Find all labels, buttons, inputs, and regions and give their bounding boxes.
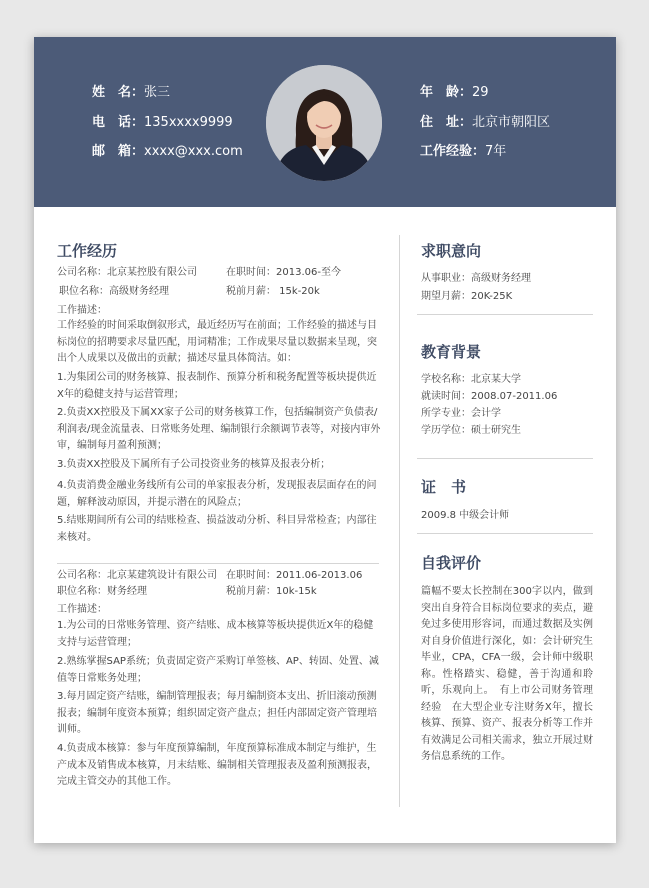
name-label: 姓 名： (92, 85, 145, 100)
email-value: xxxx@xxx.com (144, 144, 243, 159)
intent-salary: 期望月薪：20K-25K (421, 291, 513, 302)
education-period: 就读时间：2008.07-2011.06 (421, 391, 558, 402)
resume-page (34, 37, 616, 843)
education-degree: 学历学位：硕士研究生 (421, 425, 521, 436)
address-value: 北京市朝阳区 (472, 115, 551, 130)
job2-position: 职位名称：财务经理 (57, 586, 147, 597)
job1-position: 职位名称：高级财务经理 (59, 286, 169, 297)
column-divider (399, 235, 400, 807)
phone-row (92, 115, 233, 131)
resume-header (34, 37, 616, 207)
email-row (92, 144, 243, 160)
self-evaluation-text: 篇幅不要太长控制在300字以内，做到突出自身符合目标岗位要求的卖点，避免过多使用形容词，而通过数据及实例对自身价值进行深化，如：会计研究生毕业，CPA，CFA一级，会计师中级职称。性格踏实、稳健，善于沟通和聆听，乐观向上。 有上市公司财务管理经验 在大型企业专注财务X年，擅长核算、预算、资产、报表分析等工作并有效满足公司相关需求，独立开展过财务信息系统的工作。 (421, 586, 593, 762)
job-divider (57, 563, 379, 564)
job1-company: 公司名称：北京某控股有限公司 (57, 267, 197, 278)
education-major: 所学专业：会计学 (421, 408, 501, 419)
job1-item: 2.负责XX控股及下属XX家子公司的财务核算工作，包括编制资产负债表/利润表/现金流量表、日常账务处理、编制银行余额调节表等，对接内审外审，编制每月盈利预测； (57, 407, 381, 451)
section-divider (417, 458, 593, 459)
email-label: 邮 箱： (92, 144, 145, 159)
profile-photo (266, 65, 382, 181)
age-label: 年 龄： (420, 85, 473, 100)
phone-value: 135xxxx9999 (144, 115, 233, 130)
job2-item: 1.为公司的日常账务管理、资产结账、成本核算等板块提供近X年的稳健支持与运营管理； (57, 620, 374, 648)
experience-row (420, 144, 506, 160)
age-row (420, 85, 489, 101)
name-value: 张三 (144, 85, 171, 100)
section-divider (417, 533, 593, 534)
age-value: 29 (472, 85, 489, 100)
job2-item: 4.负责成本核算：参与年度预算编制，年度预算标准成本制定与维护，生产成本及销售成本核算，月末结账、编制相关管理报表及盈利预测报表，完成主管交办的其他工作。 (57, 743, 377, 787)
experience-label: 工作经验： (420, 144, 486, 159)
address-label: 住 址： (420, 115, 473, 130)
job2-desc-label: 工作描述： (57, 604, 107, 615)
education-school: 学校名称：北京某大学 (421, 374, 521, 385)
job1-period: 在职时间：2013.06-至今 (226, 267, 341, 278)
work-section-title: 工作经历 (57, 242, 118, 260)
job1-desc-intro: 工作经验的时间采取倒叙形式，最近经历写在前面；工作经验的描述与目标岗位的招聘要求尽量匹配，用词精准；工作成果尽量以数据来呈现，突出个人成果以及做出的贡献；描述尽量具体简洁。如： (57, 320, 377, 364)
intent-industry: 从事职业：高级财务经理 (421, 273, 531, 284)
job1-salary: 税前月薪： 15k-20k (226, 286, 320, 297)
job1-desc-label: 工作描述： (57, 305, 107, 316)
job1-item: 1.为集团公司的财务核算、报表制作、预算分析和税务配置等板块提供近X年的稳健支持与运营管理； (57, 372, 377, 400)
phone-label: 电 话： (92, 115, 145, 130)
name-row (92, 85, 170, 101)
intent-section-title: 求职意向 (421, 242, 482, 260)
job2-company: 公司名称：北京某建筑设计有限公司 (57, 570, 217, 581)
education-section-title: 教育背景 (421, 343, 482, 361)
job2-salary: 税前月薪：10k-15k (226, 586, 317, 597)
job2-item: 3.每月固定资产结账，编制管理报表；每月编制资本支出、折旧滚动预测报表；编制年度资本预算；组织固定资产盘点；担任内部固定资产管理培训师。 (57, 691, 377, 735)
section-divider (417, 314, 593, 315)
job2-period: 在职时间：2011.06-2013.06 (226, 570, 363, 581)
experience-value: 7年 (485, 144, 507, 159)
self-section-title: 自我评价 (421, 554, 482, 572)
job1-item: 4.负责消费金融业务线所有公司的单家报表分析，发现报表层面存在的问题，解释波动原因，并提示潜在的风险点； (57, 480, 377, 508)
job1-item: 5.结账期间所有公司的结账检查、损益波动分析、科目异常检查；内部往来核对。 (57, 515, 377, 543)
certificate-section-title: 证 书 (421, 478, 467, 496)
certificate-item: 2009.8 中级会计师 (421, 510, 510, 521)
job1-item: 3.负责XX控股及下属所有子公司投资业务的核算及报表分析； (57, 459, 331, 470)
address-row (420, 115, 550, 131)
job2-item: 2.熟练掌握SAP系统；负责固定资产采购订单签核、AP、转固、处置、减值等日常账务处理； (57, 656, 379, 684)
